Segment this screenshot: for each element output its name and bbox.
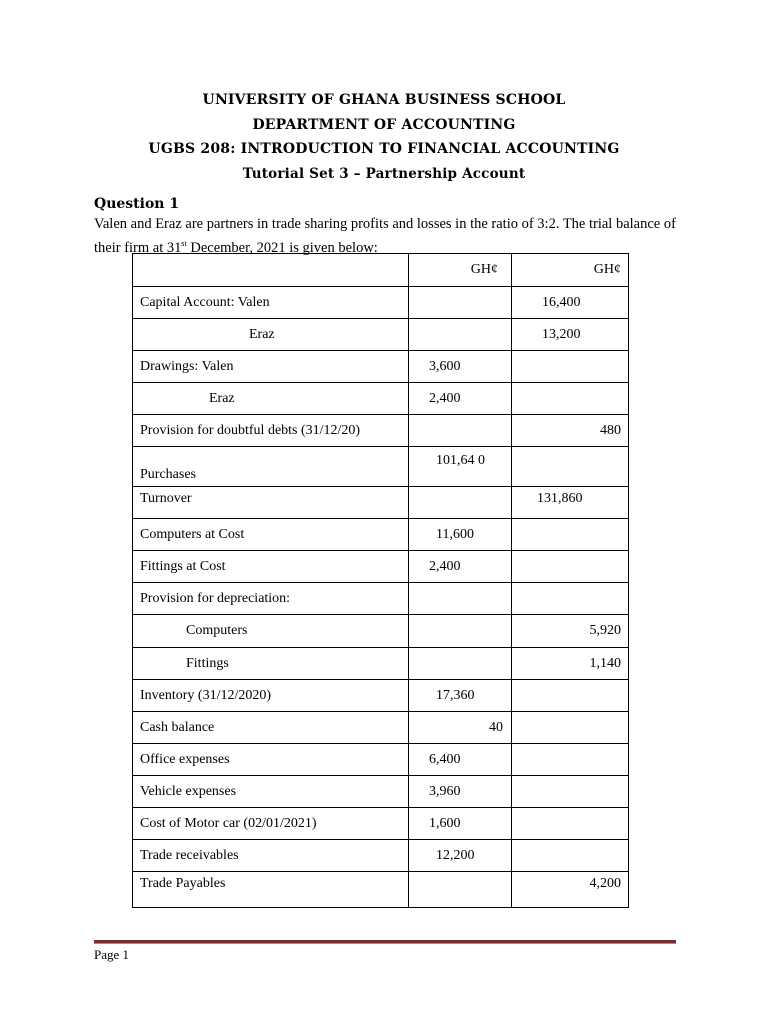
row-label: Eraz [133, 319, 409, 351]
row-label: Provision for depreciation: [133, 583, 409, 615]
table-row [133, 551, 629, 583]
row-debit [409, 287, 512, 319]
row-label: Purchases [133, 447, 409, 487]
university-name: UNIVERSITY OF GHANA BUSINESS SCHOOL [202, 92, 566, 108]
header-cell-label [133, 254, 409, 287]
header-cell-debit: GH¢ [409, 254, 512, 287]
row-debit [409, 487, 512, 519]
row-debit: 3,600 [409, 351, 512, 383]
row-debit: 40 [409, 712, 512, 744]
row-debit [409, 648, 512, 680]
table-row [133, 712, 629, 744]
intro-superscript: st [181, 239, 187, 248]
row-credit [512, 712, 629, 744]
row-label: Fittings at Cost [133, 551, 409, 583]
course-title: UGBS 208: INTRODUCTION TO FINANCIAL ACCOUNTING [148, 141, 620, 157]
row-debit: 2,400 [409, 551, 512, 583]
row-debit: 17,360 [409, 680, 512, 712]
table-row [133, 447, 629, 487]
row-debit: 11,600 [409, 519, 512, 551]
row-debit: 3,960 [409, 776, 512, 808]
row-credit [512, 551, 629, 583]
intro-text-a: Valen and Eraz are partners in trade sharing profits and losses in the ratio of 3:2. The trial balance of their firm at 31 [94, 216, 676, 256]
row-label: Cost of Motor car (02/01/2021) [133, 808, 409, 840]
row-label: Trade receivables [133, 840, 409, 872]
intro-text-b: December, 2021 is given below: [186, 239, 378, 256]
header-cell-credit: GH¢ [512, 254, 629, 287]
row-credit: 1,140 [512, 648, 629, 680]
trial-balance-table [132, 253, 629, 908]
row-label: Vehicle expenses [133, 776, 409, 808]
table-row [133, 872, 629, 908]
row-debit [409, 615, 512, 648]
row-label: Turnover [133, 487, 409, 519]
row-credit [512, 808, 629, 840]
table-row [133, 287, 629, 319]
row-credit [512, 840, 629, 872]
table-row [133, 519, 629, 551]
row-label: Office expenses [133, 744, 409, 776]
tutorial-title: Tutorial Set 3 – Partnership Account [242, 166, 526, 182]
table-row [133, 615, 629, 648]
row-debit: 101,64 0 [409, 447, 512, 487]
row-label: Trade Payables [133, 872, 409, 908]
footer-rule [94, 940, 676, 944]
row-label: Provision for doubtful debts (31/12/20) [133, 415, 409, 447]
row-label: Capital Account: Valen [133, 287, 409, 319]
table-row [133, 351, 629, 383]
page-number: Page 1 [94, 947, 130, 962]
row-debit: 2,400 [409, 383, 512, 415]
row-debit [409, 872, 512, 908]
row-debit [409, 583, 512, 615]
row-label: Eraz [133, 383, 409, 415]
row-debit [409, 415, 512, 447]
table-header-row [133, 254, 629, 287]
row-debit: 1,600 [409, 808, 512, 840]
row-credit [512, 744, 629, 776]
row-credit [512, 383, 629, 415]
row-credit [512, 351, 629, 383]
row-label: Fittings [133, 648, 409, 680]
row-credit: 13,200 [512, 319, 629, 351]
row-credit [512, 583, 629, 615]
row-credit: 4,200 [512, 872, 629, 908]
row-credit: 16,400 [512, 287, 629, 319]
row-debit [409, 319, 512, 351]
question-intro [94, 215, 694, 258]
row-label: Cash balance [133, 712, 409, 744]
row-credit [512, 519, 629, 551]
row-debit: 6,400 [409, 744, 512, 776]
table-row [133, 808, 629, 840]
row-credit: 480 [512, 415, 629, 447]
table-row [133, 383, 629, 415]
row-debit: 12,200 [409, 840, 512, 872]
row-credit [512, 680, 629, 712]
table-row [133, 319, 629, 351]
row-credit: 5,920 [512, 615, 629, 648]
table-row [133, 583, 629, 615]
table-row [133, 840, 629, 872]
table-row [133, 680, 629, 712]
table-row [133, 648, 629, 680]
row-label: Inventory (31/12/2020) [133, 680, 409, 712]
row-credit [512, 447, 629, 487]
row-credit [512, 776, 629, 808]
table-row [133, 487, 629, 519]
row-credit: 131,860 [512, 487, 629, 519]
table-row [133, 415, 629, 447]
row-label: Computers [133, 615, 409, 648]
row-label: Drawings: Valen [133, 351, 409, 383]
row-label: Computers at Cost [133, 519, 409, 551]
question-title: Question 1 [94, 196, 180, 212]
table-row [133, 744, 629, 776]
department-name: DEPARTMENT OF ACCOUNTING [252, 117, 516, 133]
table-row [133, 776, 629, 808]
